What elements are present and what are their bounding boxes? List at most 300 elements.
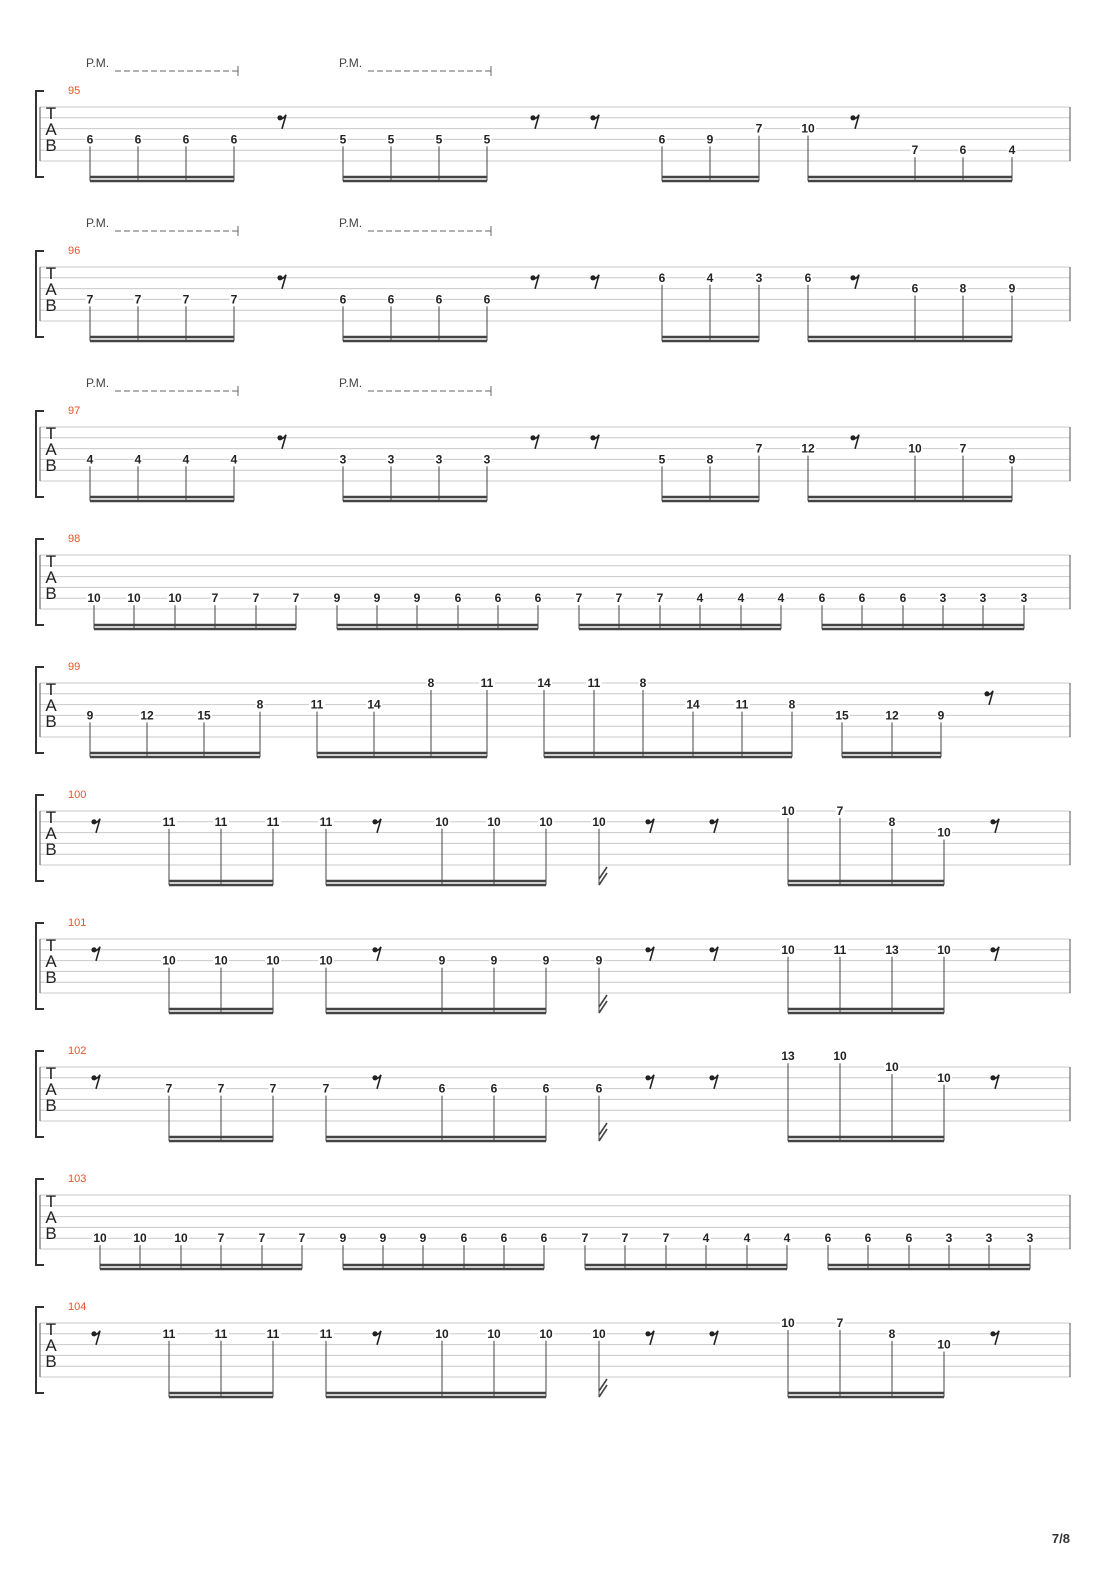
fret-number: 10 (214, 953, 228, 968)
note-beam (822, 625, 1024, 629)
tab-clef-letter: T (45, 1064, 57, 1083)
fret-number: 11 (319, 1326, 333, 1341)
note-beam (94, 625, 296, 629)
fret-number: 4 (702, 1231, 710, 1246)
palm-mute-marker (86, 376, 238, 396)
tab-note (373, 591, 382, 629)
fret-number: 9 (438, 953, 446, 968)
fret-number: 11 (266, 1326, 280, 1341)
tab-note (483, 132, 492, 181)
fret-number: 7 (182, 292, 190, 307)
tab-note (132, 1231, 148, 1269)
note-beam (788, 1137, 944, 1141)
tab-clef-letter: A (45, 440, 57, 459)
tab-note (318, 1327, 334, 1397)
fret-number: 10 (319, 953, 333, 968)
fret-number: 13 (885, 942, 899, 957)
tab-note (858, 591, 867, 629)
tab-note (494, 591, 503, 629)
tab-note (911, 282, 920, 341)
palm-mute-marker (86, 56, 238, 76)
tab-note (486, 1327, 502, 1397)
fret-number: 3 (1020, 591, 1028, 606)
tab-note (92, 1231, 108, 1269)
fret-number: 10 (133, 1231, 147, 1246)
fret-number: 6 (542, 1081, 550, 1096)
palm-mute-label: P.M. (86, 216, 110, 230)
tab-note (298, 1231, 307, 1269)
fret-number: 3 (939, 591, 947, 606)
tab-note (905, 1231, 914, 1269)
fret-number: 9 (333, 591, 341, 606)
tab-note (86, 452, 95, 501)
fret-number: 3 (985, 1231, 993, 1246)
fret-number: 5 (483, 132, 491, 147)
flag-2 (599, 1379, 607, 1391)
tab-note (800, 122, 816, 181)
fret-number: 8 (788, 697, 796, 712)
note-beam (828, 1265, 1030, 1269)
tab-note (959, 143, 968, 181)
note-beam (90, 497, 234, 501)
fret-number: 7 (258, 1231, 266, 1246)
tab-note (575, 591, 584, 629)
tab-note (755, 122, 764, 181)
tab-note (936, 1338, 952, 1397)
tab-note (656, 591, 665, 629)
fret-number: 7 (322, 1081, 330, 1096)
fret-number: 11 (214, 814, 228, 829)
fret-number: 6 (483, 292, 491, 307)
tab-note (434, 1327, 450, 1397)
tab-clef-letter: B (45, 584, 57, 603)
tab-note (864, 1231, 873, 1269)
fret-number: 7 (911, 143, 919, 158)
tab-note (1008, 143, 1017, 181)
fret-number: 6 (911, 281, 919, 296)
tab-note (339, 1231, 348, 1269)
fret-number: 3 (387, 452, 395, 467)
tab-note (899, 591, 908, 629)
fret-number: 4 (134, 452, 142, 467)
fret-number: 8 (639, 676, 647, 690)
fret-number: 10 (487, 814, 501, 829)
tab-note (818, 591, 827, 629)
tab-clef-letter: A (45, 696, 57, 715)
note-beam (343, 497, 487, 501)
fret-number: 6 (595, 1081, 603, 1096)
fret-number: 10 (592, 1326, 606, 1341)
fret-number: 10 (435, 1326, 449, 1341)
tab-clef-letter: T (45, 104, 57, 123)
tab-clef-letter: A (45, 280, 57, 299)
note-beam (337, 625, 538, 629)
fret-number: 10 (781, 804, 795, 818)
note-beam (808, 337, 1012, 341)
fret-number: 6 (534, 591, 542, 606)
fret-number: 10 (174, 1231, 188, 1246)
tab-note (256, 698, 265, 757)
fret-number: 3 (435, 452, 443, 467)
tab-clef-letter: B (45, 1352, 57, 1371)
fret-number: 13 (781, 1049, 795, 1064)
fret-number: 9 (373, 591, 381, 606)
tab-note (161, 1327, 177, 1397)
measure-number: 97 (68, 405, 81, 417)
tab-note (434, 815, 450, 885)
palm-mute-label: P.M. (339, 56, 363, 70)
fret-number: 11 (266, 814, 280, 829)
fret-number: 10 (162, 953, 176, 968)
tab-note (134, 292, 143, 341)
tab-note (217, 1231, 226, 1269)
fret-number: 7 (621, 1231, 629, 1246)
fret-number: 6 (905, 1231, 913, 1246)
note-beam (317, 753, 487, 757)
tab-note (413, 591, 422, 629)
tab-clef-letter: B (45, 840, 57, 859)
measure-number: 103 (68, 1173, 87, 1185)
tab-note (780, 1049, 796, 1141)
fret-number: 6 (959, 143, 967, 158)
staff-system-96 (36, 216, 1070, 341)
fret-number: 11 (319, 814, 333, 829)
note-beam (100, 1265, 302, 1269)
note-beam (343, 1265, 544, 1269)
tab-note (639, 676, 648, 757)
fret-number: 9 (413, 591, 421, 606)
tab-note (783, 1231, 792, 1269)
fret-number: 15 (835, 708, 849, 723)
tab-note (658, 132, 667, 181)
staff-system-104 (36, 1301, 1070, 1397)
tab-note (780, 1316, 796, 1397)
note-beam (326, 1393, 546, 1397)
tab-clef-letter: A (45, 120, 57, 139)
fret-number: 9 (1008, 281, 1016, 296)
fret-number: 6 (500, 1231, 508, 1246)
fret-number: 3 (339, 452, 347, 467)
tab-clef-letter: A (45, 952, 57, 971)
palm-mute-marker (339, 216, 491, 236)
fret-number: 4 (783, 1231, 791, 1246)
note-beam (90, 753, 260, 757)
tab-note (490, 1082, 499, 1141)
tab-note (483, 292, 492, 341)
tab-note (959, 442, 968, 501)
fret-number: 3 (945, 1231, 953, 1246)
fret-number: 11 (162, 814, 176, 829)
palm-mute-label: P.M. (339, 216, 363, 230)
staff-system-103 (36, 1173, 1070, 1269)
page-number: 7/8 (1051, 1531, 1070, 1546)
fret-number: 9 (595, 953, 603, 968)
tab-note (755, 442, 764, 501)
fret-number: 4 (743, 1231, 751, 1246)
flag-1 (599, 873, 607, 885)
tab-note (387, 292, 396, 341)
sixteenth-flag (599, 867, 607, 885)
tab-note (339, 292, 348, 341)
note-beam (808, 177, 1012, 181)
fret-number: 6 (494, 591, 502, 606)
note-beam (788, 1009, 944, 1013)
tab-note (824, 1231, 833, 1269)
measure-number: 99 (68, 661, 81, 673)
tab-note (734, 698, 750, 757)
tab-clef-letter: B (45, 136, 57, 155)
tab-note (836, 804, 845, 885)
tab-note (479, 676, 495, 757)
fret-number: 6 (460, 1231, 468, 1246)
fret-number: 4 (777, 591, 785, 606)
tab-clef-letter: T (45, 1192, 57, 1211)
fret-number: 10 (539, 1326, 553, 1341)
tab-note (211, 591, 220, 629)
tab-note (937, 708, 946, 757)
fret-number: 6 (804, 270, 812, 285)
fret-number: 3 (755, 270, 763, 285)
tab-note (309, 698, 325, 757)
tab-clef-letter: T (45, 552, 57, 571)
tab-note (615, 591, 624, 629)
tab-note (230, 132, 239, 181)
staff-system-100 (36, 789, 1070, 885)
tab-note (438, 954, 447, 1013)
fret-number: 6 (490, 1081, 498, 1096)
tab-note (780, 804, 796, 885)
palm-mute-marker (339, 56, 491, 76)
fret-number: 10 (266, 953, 280, 968)
flag-1 (599, 1129, 607, 1141)
tab-note (292, 591, 301, 629)
fret-number: 11 (587, 676, 601, 690)
fret-number: 7 (959, 441, 967, 456)
tab-note (884, 943, 900, 1013)
fret-number: 10 (487, 1326, 501, 1341)
tab-note (888, 815, 897, 885)
tab-note (911, 143, 920, 181)
fret-number: 5 (387, 132, 395, 147)
fret-number: 12 (885, 708, 899, 723)
tab-note (86, 132, 95, 181)
fret-number: 7 (292, 591, 300, 606)
tab-clef-letter: B (45, 456, 57, 475)
tab-note (832, 1049, 848, 1141)
fret-number: 8 (427, 676, 435, 690)
tab-note (387, 132, 396, 181)
tab-clef-letter: A (45, 1336, 57, 1355)
tab-note (542, 1082, 551, 1141)
tab-note (318, 954, 334, 1013)
tab-note (696, 591, 705, 629)
tab-clef-letter: A (45, 1208, 57, 1227)
note-beam (808, 497, 1012, 501)
fret-number: 14 (537, 676, 551, 690)
tab-note (936, 826, 952, 885)
staff-system-97 (36, 376, 1070, 501)
staff-system-102 (36, 1045, 1070, 1141)
fret-number: 9 (86, 708, 94, 723)
flag-2 (599, 1123, 607, 1135)
tab-note (258, 1231, 267, 1269)
fret-number: 3 (483, 452, 491, 467)
fret-number: 4 (1008, 143, 1016, 158)
tab-note (1020, 591, 1029, 629)
tab-note (542, 954, 551, 1013)
palm-mute-marker (339, 376, 491, 396)
tab-clef-letter: T (45, 1320, 57, 1339)
fret-number: 10 (937, 1070, 951, 1085)
palm-mute-label: P.M. (86, 376, 110, 390)
note-beam (343, 337, 487, 341)
tab-note (196, 708, 212, 757)
tab-note (595, 954, 604, 1013)
fret-number: 6 (658, 132, 666, 147)
tab-note (438, 1082, 447, 1141)
tab-note (454, 591, 463, 629)
tab-clef-letter: B (45, 968, 57, 987)
fret-number: 7 (662, 1231, 670, 1246)
measure-number: 104 (68, 1301, 87, 1313)
tab-note (435, 292, 444, 341)
fret-number: 5 (435, 132, 443, 147)
tab-note (435, 132, 444, 181)
fret-number: 6 (182, 132, 190, 147)
tab-note (322, 1082, 331, 1141)
tab-clef-letter: T (45, 680, 57, 699)
fret-number: 10 (781, 1316, 795, 1330)
measure-number: 100 (68, 789, 87, 801)
tab-note (836, 1316, 845, 1397)
tab-note (126, 591, 142, 629)
tab-note (538, 1327, 554, 1397)
fret-number: 10 (937, 825, 951, 840)
tab-note (173, 1231, 189, 1269)
tab-note (460, 1231, 469, 1269)
fret-number: 4 (182, 452, 190, 467)
note-beam (326, 1137, 546, 1141)
fret-number: 8 (888, 1326, 896, 1341)
tab-note (959, 282, 968, 341)
tab-note (134, 452, 143, 501)
tab-note (706, 452, 715, 501)
fret-number: 14 (367, 697, 381, 712)
fret-number: 6 (899, 591, 907, 606)
fret-number: 10 (781, 942, 795, 957)
tab-note (182, 452, 191, 501)
tab-note (269, 1082, 278, 1141)
fret-number: 7 (836, 1316, 844, 1330)
tab-note (540, 1231, 549, 1269)
fret-number: 7 (230, 292, 238, 307)
fret-number: 6 (818, 591, 826, 606)
tab-note (86, 591, 102, 629)
sixteenth-flag (599, 1123, 607, 1141)
tab-note (265, 954, 281, 1013)
fret-number: 7 (252, 591, 260, 606)
fret-number: 10 (908, 441, 922, 456)
tab-note (252, 591, 261, 629)
tab-note (86, 292, 95, 341)
tab-note (662, 1231, 671, 1269)
tab-note (800, 442, 816, 501)
tab-note (780, 943, 796, 1013)
tab-note (979, 591, 988, 629)
tab-note (658, 452, 667, 501)
fret-number: 12 (140, 708, 154, 723)
tab-note (139, 708, 155, 757)
tab-note (1026, 1231, 1035, 1269)
tab-note (435, 452, 444, 501)
fret-number: 3 (979, 591, 987, 606)
fret-number: 6 (230, 132, 238, 147)
note-beam (788, 881, 944, 885)
fret-number: 10 (435, 814, 449, 829)
fret-number: 7 (836, 804, 844, 818)
tab-note (483, 452, 492, 501)
fret-number: 11 (833, 942, 847, 957)
tab-note (586, 676, 602, 757)
tab-note (339, 132, 348, 181)
fret-number: 4 (696, 591, 704, 606)
fret-number: 10 (539, 814, 553, 829)
fret-number: 6 (387, 292, 395, 307)
tab-note (165, 1082, 174, 1141)
fret-number: 10 (885, 1060, 899, 1074)
measure-number: 102 (68, 1045, 87, 1057)
fret-number: 4 (230, 452, 238, 467)
tab-note (182, 132, 191, 181)
note-beam (326, 881, 546, 885)
fret-number: 11 (735, 697, 749, 712)
fret-number: 4 (86, 452, 94, 467)
tab-note (832, 943, 848, 1013)
fret-number: 7 (217, 1081, 225, 1096)
tab-note (591, 815, 607, 885)
fret-number: 7 (755, 441, 763, 456)
tab-clef-letter: T (45, 264, 57, 283)
tab-note (804, 271, 813, 341)
fret-number: 14 (686, 697, 700, 712)
tab-note (230, 452, 239, 501)
fret-number: 6 (658, 270, 666, 285)
tab-note (737, 591, 746, 629)
palm-mute-label: P.M. (86, 56, 110, 70)
tab-note (86, 708, 95, 757)
fret-number: 6 (858, 591, 866, 606)
tab-note (318, 815, 334, 885)
fret-number: 9 (542, 953, 550, 968)
tab-note (534, 591, 543, 629)
tab-clef-letter: T (45, 424, 57, 443)
staff-system-95 (36, 56, 1070, 181)
fret-number: 7 (581, 1231, 589, 1246)
tab-note (985, 1231, 994, 1269)
fret-number: 7 (211, 591, 219, 606)
tab-note (702, 1231, 711, 1269)
tab-note (161, 954, 177, 1013)
note-beam (579, 625, 781, 629)
fret-number: 10 (801, 121, 815, 136)
tab-note (213, 815, 229, 885)
fret-number: 10 (87, 591, 101, 606)
tab-note (427, 676, 436, 757)
sixteenth-flag (599, 995, 607, 1013)
flag-2 (599, 867, 607, 879)
tab-note (888, 1327, 897, 1397)
fret-number: 10 (93, 1231, 107, 1246)
